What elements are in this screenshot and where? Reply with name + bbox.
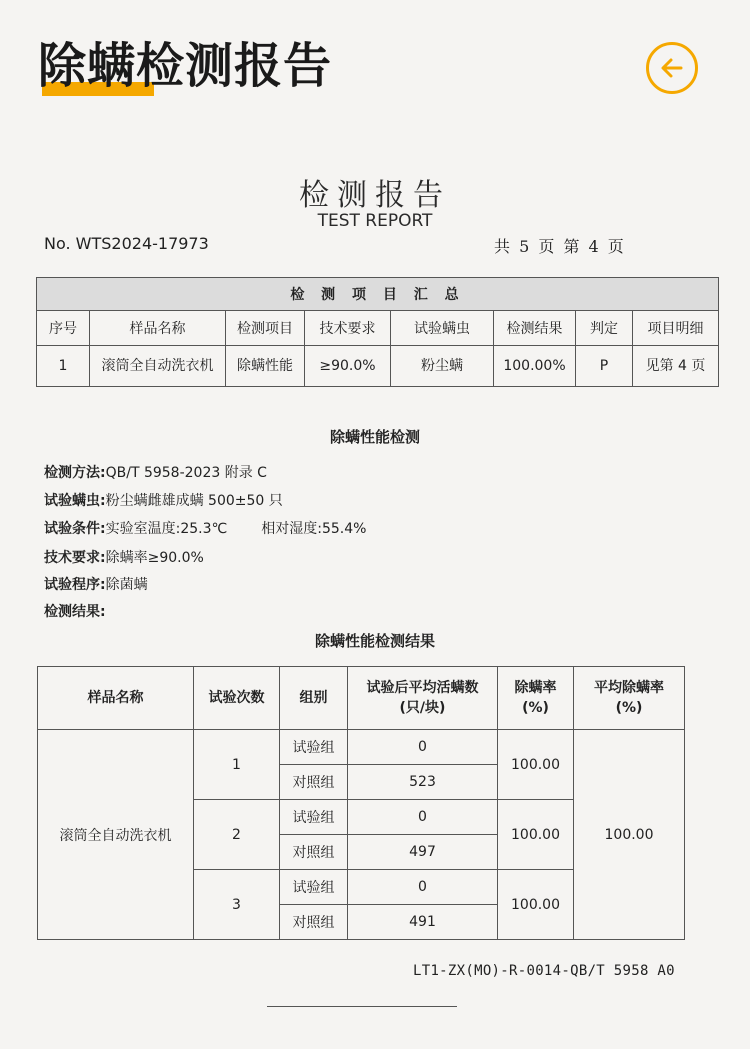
info-mite: [44, 490, 283, 510]
results-header: 组别: [280, 667, 348, 730]
group-label: 试验组: [280, 870, 348, 905]
group-label: 对照组: [280, 835, 348, 870]
summary-cell: 1: [37, 346, 90, 387]
info-key: 技术要求:: [44, 550, 106, 566]
results-header-unit: (只/块): [399, 700, 446, 716]
info-conditions: [44, 518, 366, 538]
arrow-left-icon: [657, 53, 687, 83]
results-header-row: [38, 667, 685, 730]
document-code: LT1-ZX(MO)-R-0014-QB/T 5958 A0: [413, 963, 675, 979]
results-header-text: 试验后平均活螨数: [366, 680, 479, 696]
divider: [267, 1006, 457, 1007]
summary-cell: ≥90.0%: [305, 346, 391, 387]
info-key: 试验程序:: [44, 577, 106, 593]
summary-header: 检测项目: [226, 311, 305, 346]
trial-number: 1: [194, 730, 280, 800]
results-row: [38, 730, 685, 765]
info-value: 实验室温度:25.3℃: [105, 521, 228, 537]
summary-cell: 100.00%: [494, 346, 576, 387]
page-info: 共 5 页 第 4 页: [494, 237, 626, 256]
summary-header: 检测结果: [494, 311, 576, 346]
summary-cell: 除螨性能: [226, 346, 305, 387]
mite-count: 491: [348, 905, 498, 940]
summary-header: 试验螨虫: [391, 311, 494, 346]
info-value: QB/T 5958-2023 附录 C: [105, 465, 267, 481]
info-method: [44, 462, 267, 482]
results-header: 试验次数: [194, 667, 280, 730]
info-requirement: [44, 547, 204, 567]
info-value: 粉尘螨雌雄成螨 500±50 只: [105, 493, 283, 509]
summary-cell: 见第 4 页: [633, 346, 719, 387]
group-label: 试验组: [280, 800, 348, 835]
results-table: [37, 666, 685, 940]
doc-subtitle: TEST REPORT: [317, 211, 433, 231]
info-value: 除菌螨: [105, 577, 148, 593]
report-number: No. WTS2024-17973: [44, 234, 209, 253]
summary-cell: 滚筒全自动洗衣机: [90, 346, 226, 387]
summary-header: 项目明细: [633, 311, 719, 346]
removal-rate: 100.00: [498, 730, 574, 800]
average-removal-rate: 100.00: [574, 730, 685, 940]
mite-count: 497: [348, 835, 498, 870]
trial-number: 2: [194, 800, 280, 870]
info-key: 检测结果:: [44, 604, 106, 620]
mite-count: 0: [348, 870, 498, 905]
page-title: 除螨检测报告: [38, 38, 333, 94]
results-header: [498, 667, 574, 730]
results-header-unit: (%): [522, 700, 549, 716]
mite-count: 523: [348, 765, 498, 800]
page-header: [38, 36, 332, 96]
summary-header: 样品名称: [90, 311, 226, 346]
section-title: 除螨性能检测: [329, 428, 420, 446]
mite-count: 0: [348, 730, 498, 765]
doc-title: 检测报告: [299, 178, 451, 213]
summary-header: 技术要求: [305, 311, 391, 346]
removal-rate: 100.00: [498, 870, 574, 940]
summary-caption: 检 测 项 目 汇 总: [37, 278, 719, 311]
trial-number: 3: [194, 870, 280, 940]
results-header-text: 平均除螨率: [594, 680, 664, 696]
mite-count: 0: [348, 800, 498, 835]
results-header: 样品名称: [38, 667, 194, 730]
removal-rate: 100.00: [498, 800, 574, 870]
info-value: 除螨率≥90.0%: [105, 550, 204, 566]
results-header: [348, 667, 498, 730]
summary-header: 判定: [576, 311, 633, 346]
summary-header-row: [37, 311, 719, 346]
results-header-unit: (%): [615, 700, 643, 716]
results-title: 除螨性能检测结果: [314, 632, 435, 650]
summary-row: [37, 346, 719, 387]
summary-table: [36, 277, 719, 387]
group-label: 对照组: [280, 905, 348, 940]
info-result: [44, 601, 106, 621]
group-label: 对照组: [280, 765, 348, 800]
summary-header: 序号: [37, 311, 90, 346]
info-value-humidity: 相对湿度:55.4%: [261, 521, 367, 537]
results-header-text: 除螨率: [514, 680, 557, 696]
info-key: 试验螨虫:: [44, 493, 106, 509]
results-header: [574, 667, 685, 730]
summary-cell: P: [576, 346, 633, 387]
group-label: 试验组: [280, 730, 348, 765]
info-key: 检测方法:: [44, 465, 106, 481]
back-button[interactable]: [646, 42, 698, 94]
info-key: 试验条件:: [44, 521, 106, 537]
info-procedure: [44, 574, 148, 594]
summary-cell: 粉尘螨: [391, 346, 494, 387]
results-sample: 滚筒全自动洗衣机: [38, 730, 194, 940]
